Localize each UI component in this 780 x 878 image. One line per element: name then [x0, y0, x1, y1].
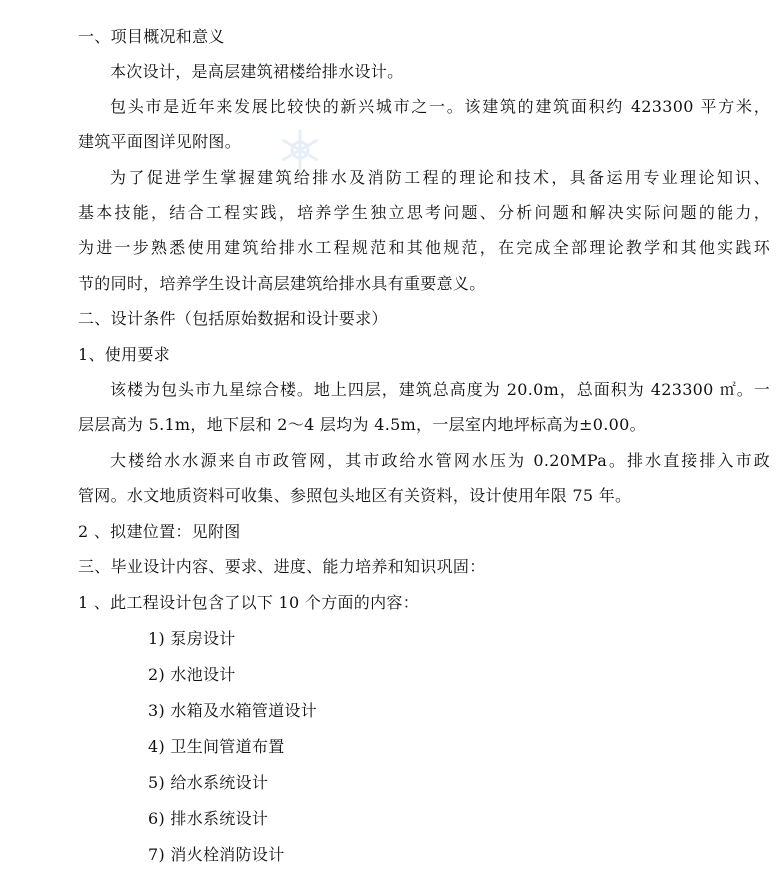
paragraph-line: 基本技能，结合工程实践，培养学生独立思考问题、分析问题和解决实际问题的能力，	[78, 203, 770, 222]
list-item: 5) 给水系统设计	[148, 773, 269, 792]
list-item: 7) 消火栓消防设计	[148, 845, 285, 864]
paragraph-line: 为进一步熟悉使用建筑给排水工程规范和其他规范，在完成全部理论教学和其他实践环	[78, 238, 770, 257]
list-item: 2) 水池设计	[148, 665, 236, 684]
subsection-heading: 1、使用要求	[78, 345, 170, 364]
list-item: 4) 卫生间管道布置	[148, 737, 285, 756]
paragraph-line: 包头市是近年来发展比较快的新兴城市之一。该建筑的建筑面积约 423300 平方米，	[110, 97, 770, 116]
list-item: 6) 排水系统设计	[148, 809, 269, 828]
paragraph-line: 层层高为 5.1m，地下层和 2～4 层均为 4.5m，一层室内地坪标高为±0.00。	[78, 415, 646, 434]
paragraph-line: 建筑平面图详见附图。	[78, 132, 242, 151]
section-heading-3: 三、毕业设计内容、要求、进度、能力培养和知识巩固：	[78, 557, 486, 576]
subsection-heading: 1 、此工程设计包含了以下 10 个方面的内容：	[78, 593, 419, 612]
paragraph-line: 管网。水文地质资料可收集、参照包头地区有关资料，设计使用年限 75 年。	[78, 486, 632, 505]
paragraph-line: 本次设计，是高层建筑裙楼给排水设计。	[110, 62, 404, 81]
section-heading-2: 二、设计条件（包括原始数据和设计要求）	[78, 309, 388, 328]
paragraph-line: 节的同时，培养学生设计高层建筑给排水具有重要意义。	[78, 274, 486, 293]
paragraph-line: 为了促进学生掌握建筑给排水及消防工程的理论和技术，具备运用专业理论知识、	[110, 168, 770, 187]
list-item: 1) 泵房设计	[148, 629, 236, 648]
paragraph-line: 该楼为包头市九星综合楼。地上四层，建筑总高度为 20.0m，总面积为 423300 ㎡。一	[110, 380, 770, 399]
subsection-heading: 2 、拟建位置：见附图	[78, 522, 241, 541]
paragraph-line: 大楼给水水源来自市政管网，其市政给水管网水压为 0.20MPa。排水直接排入市政	[110, 451, 770, 470]
list-item: 3) 水箱及水箱管道设计	[148, 701, 318, 720]
section-heading-1: 一、项目概况和意义	[78, 27, 225, 46]
